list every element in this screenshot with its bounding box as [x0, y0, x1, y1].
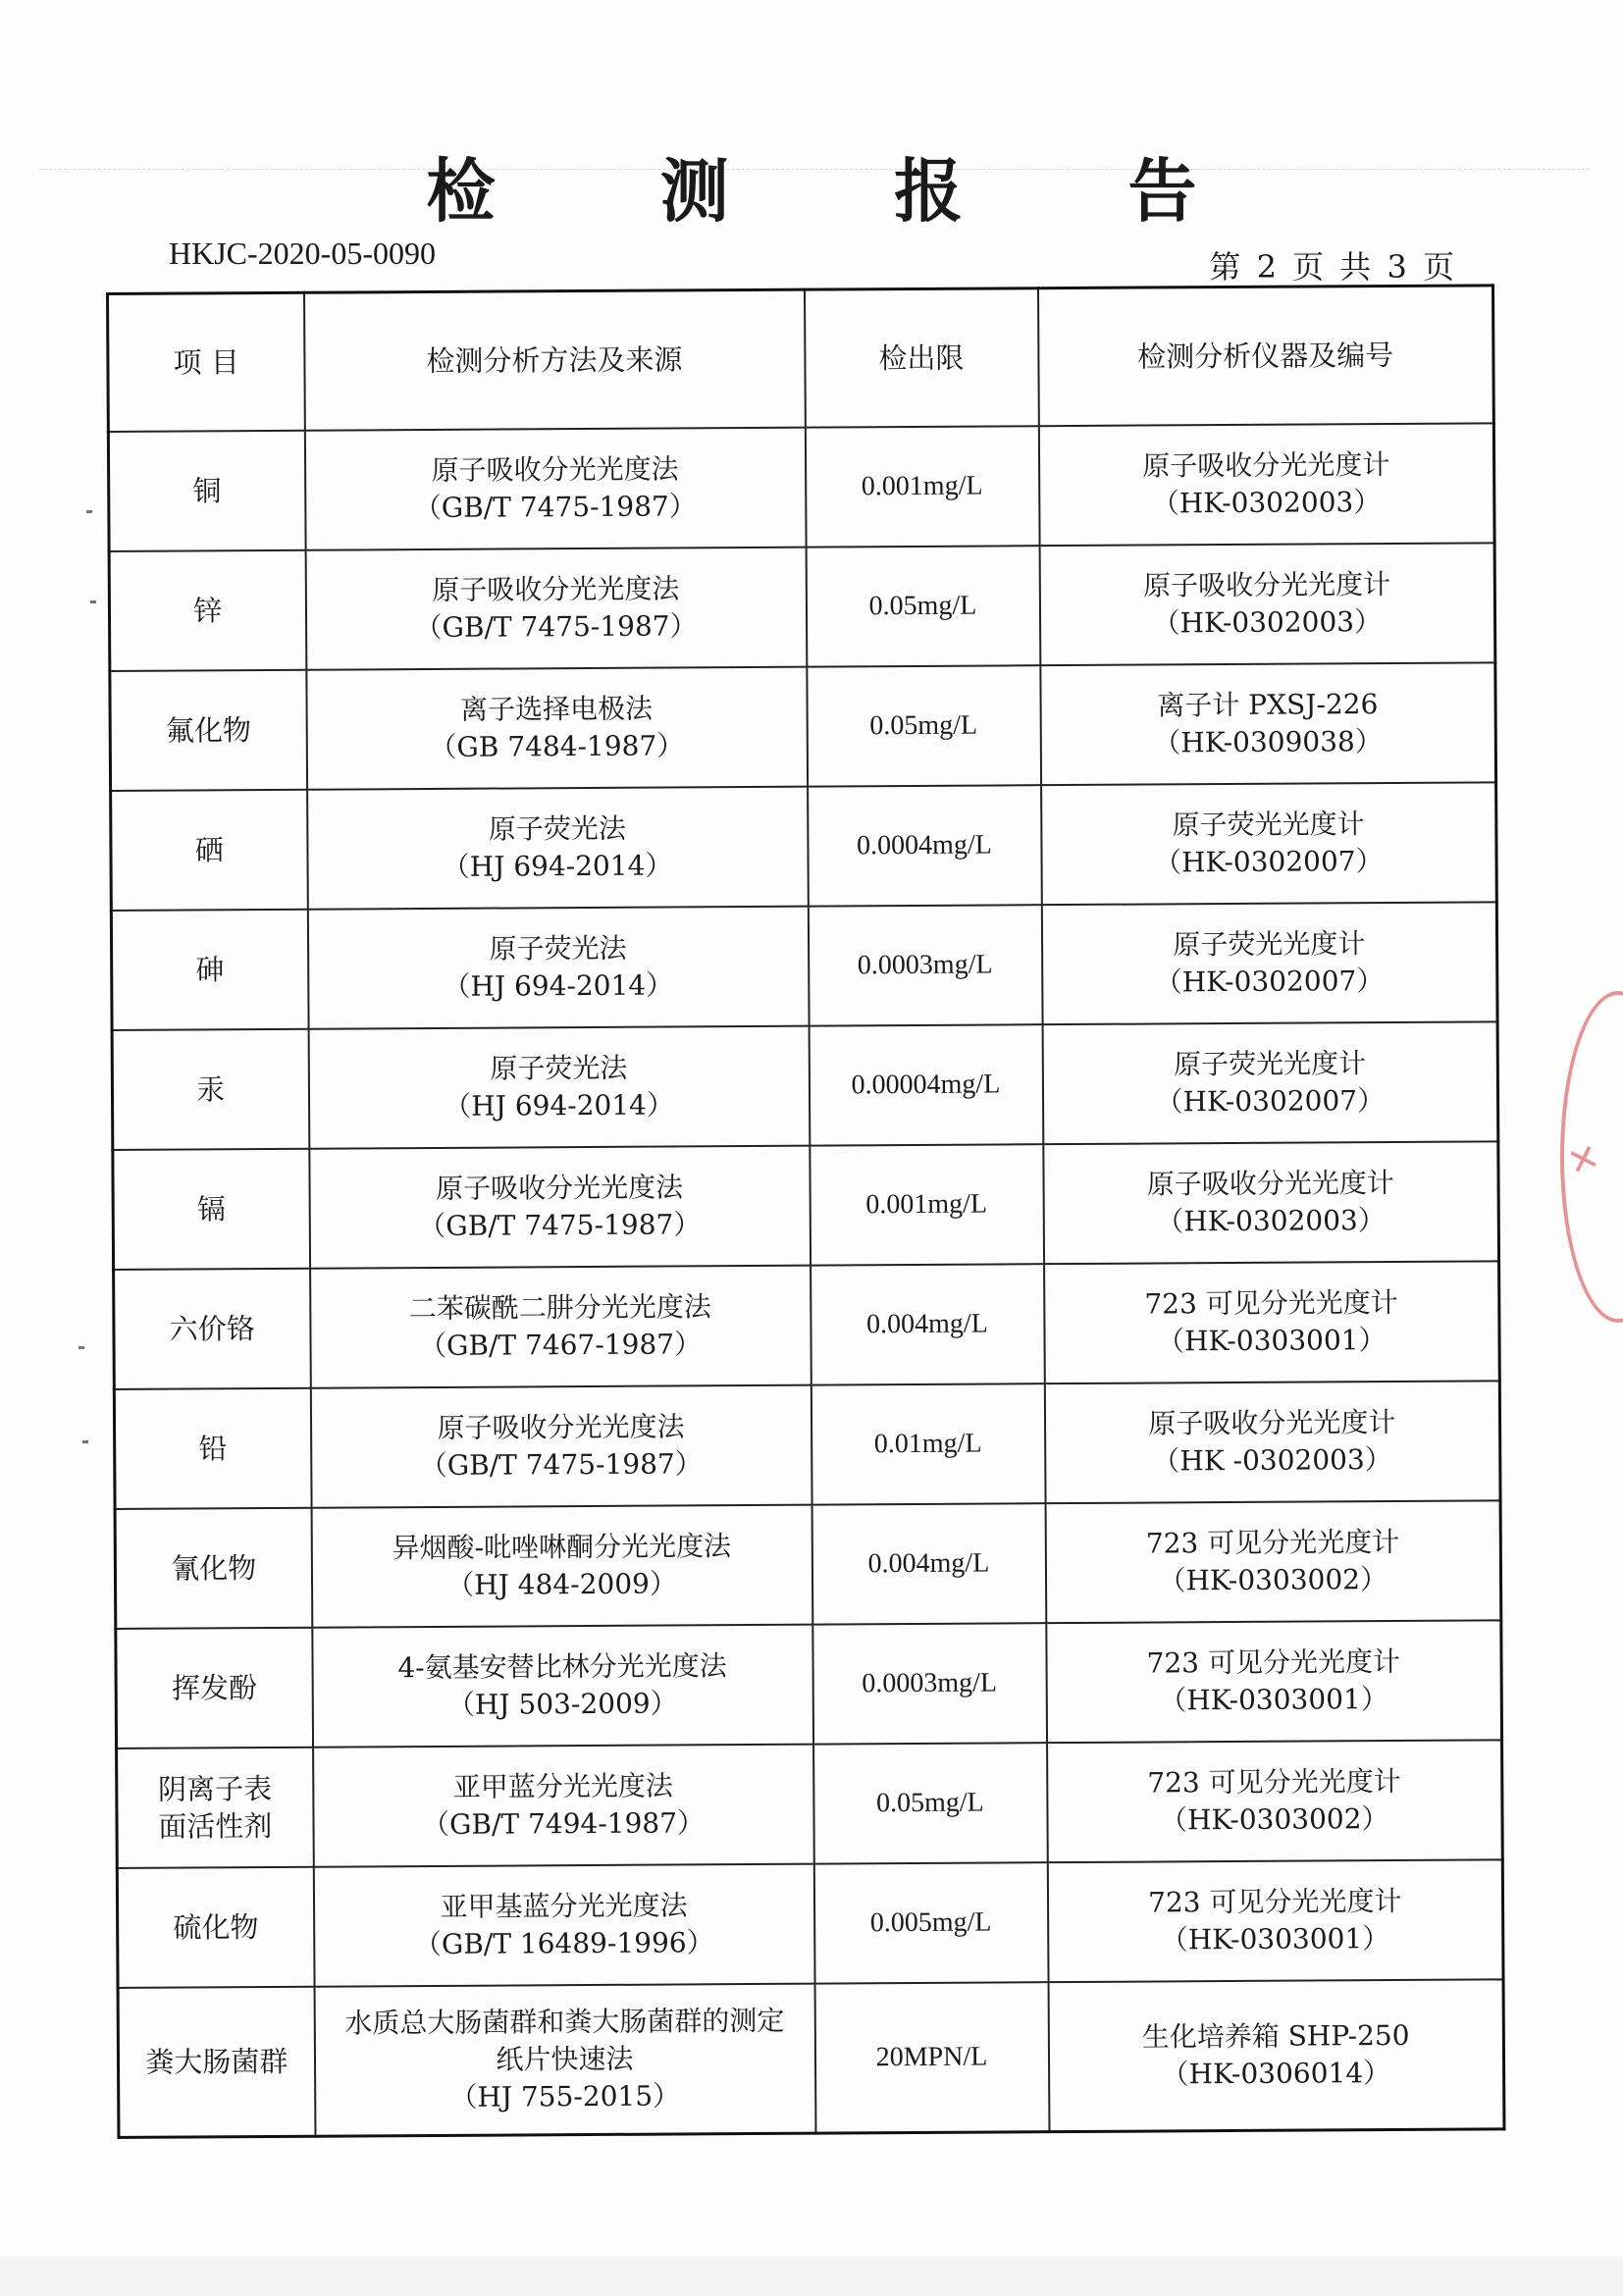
- instrument-code: （HK-0302003）: [1152, 605, 1383, 640]
- row-method: [312, 1625, 813, 1748]
- instrument-code: （HK-0303002）: [1158, 1563, 1388, 1597]
- method-standard: （GB/T 16489-1996）: [413, 1926, 714, 1961]
- table-row: [111, 902, 1497, 1030]
- row-item: 氰化物: [115, 1508, 312, 1629]
- instrument-name: 原子吸收分光光度计: [1142, 448, 1390, 483]
- row-limit: 0.004mg/L: [811, 1264, 1045, 1384]
- instrument-code: （HK -0302003）: [1152, 1443, 1392, 1478]
- row-item: 六价铬: [114, 1269, 311, 1389]
- method-table: [106, 284, 1505, 2138]
- row-method: [307, 907, 809, 1029]
- instrument-code: （HK-0303001）: [1160, 1922, 1390, 1957]
- method-name: 原子荧光法: [490, 1051, 628, 1085]
- row-limit: 0.00004mg/L: [809, 1024, 1043, 1145]
- instrument-code: （HK-0309038）: [1153, 725, 1383, 759]
- column-header-method: 检测分析方法及来源: [304, 289, 806, 431]
- row-method: [306, 667, 808, 790]
- scan-bottom-edge: [0, 2257, 1623, 2296]
- row-instrument: [1041, 782, 1497, 905]
- report-title: 检 测 报 告: [426, 150, 1268, 232]
- row-limit: 20MPN/L: [814, 1982, 1049, 2132]
- method-standard: （HJ 694-2014）: [442, 849, 673, 883]
- method-name: 4-氨基安替比林分光光度法: [397, 1649, 727, 1685]
- row-instrument: [1045, 1500, 1501, 1623]
- row-method: [304, 428, 806, 550]
- instrument-name: 723 可见分光光度计: [1147, 1764, 1401, 1800]
- method-name: 二苯碳酰二肼分光光度法: [408, 1290, 711, 1326]
- table-row: [116, 1620, 1502, 1748]
- method-standard: （GB 7484-1987）: [429, 729, 685, 763]
- instrument-code: （HK-0302007）: [1153, 845, 1384, 879]
- instrument-name: 723 可见分光光度计: [1144, 1285, 1398, 1321]
- seal-stamp-mark: ✕: [1561, 1134, 1605, 1185]
- row-limit: 0.001mg/L: [805, 426, 1039, 547]
- method-standard: （GB/T 7494-1987）: [421, 1806, 706, 1842]
- table-row: [115, 1500, 1501, 1629]
- row-limit: 0.05mg/L: [806, 546, 1040, 666]
- row-method: [305, 548, 807, 670]
- table-row: [117, 1859, 1503, 1988]
- table-row: [117, 1740, 1503, 1868]
- scan-speck: [82, 1440, 88, 1443]
- row-limit: 0.004mg/L: [812, 1503, 1046, 1624]
- method-standard: （HJ 484-2009）: [446, 1567, 678, 1601]
- table-row: [111, 782, 1497, 911]
- method-standard: （GB/T 7475-1987）: [413, 490, 697, 525]
- method-name: 原子吸收分光光度法: [432, 572, 680, 606]
- row-instrument: [1038, 423, 1494, 546]
- method-standard: （HJ 755-2015）: [449, 2079, 681, 2113]
- row-instrument: [1047, 1859, 1503, 1982]
- row-limit: 0.005mg/L: [813, 1862, 1048, 1983]
- row-method: [314, 1984, 815, 2136]
- column-header-limit: 检出限: [804, 288, 1038, 428]
- row-instrument: [1046, 1620, 1502, 1743]
- method-name: 原子吸收分光光度法: [437, 1410, 685, 1444]
- method-standard: （GB/T 7475-1987）: [414, 609, 698, 645]
- method-name: 异烟酸-吡唑啉酮分光光度法: [392, 1530, 732, 1565]
- instrument-name: 原子荧光光度计: [1173, 1047, 1367, 1081]
- row-method: [310, 1385, 812, 1508]
- table-row: [114, 1381, 1500, 1509]
- instrument-name: 原子吸收分光光度计: [1146, 1166, 1394, 1201]
- instrument-name: 723 可见分光光度计: [1145, 1525, 1400, 1560]
- row-method: [313, 1745, 814, 1867]
- method-name: 水质总大肠菌群和粪大肠菌群的测定: [344, 2004, 785, 2040]
- method-name: 亚甲基蓝分光光度法: [440, 1889, 688, 1923]
- method-name: 离子选择电极法: [459, 692, 654, 726]
- method-standard: （HJ 694-2014）: [443, 968, 674, 1003]
- row-method: [309, 1146, 811, 1269]
- method-name: 原子吸收分光光度法: [431, 452, 679, 487]
- row-limit: 0.05mg/L: [813, 1743, 1048, 1863]
- instrument-name: 原子吸收分光光度计: [1142, 568, 1391, 602]
- table-row: [113, 1141, 1499, 1270]
- table-row: [114, 1261, 1500, 1389]
- row-instrument: [1047, 1740, 1503, 1862]
- table-row: [118, 1979, 1504, 2137]
- scan-speck: [90, 600, 96, 603]
- method-subname: 纸片快速法: [496, 2042, 634, 2076]
- row-item: 氟化物: [110, 670, 307, 791]
- row-method: [308, 1026, 810, 1149]
- row-instrument: [1041, 902, 1497, 1024]
- row-item: 铅: [114, 1388, 311, 1509]
- row-limit: 0.05mg/L: [807, 665, 1041, 786]
- table-row: [112, 1021, 1498, 1150]
- method-table-wrapper: [106, 284, 1502, 2138]
- instrument-code: （HK-0306014）: [1161, 2056, 1391, 2091]
- instrument-code: （HK-0303001）: [1156, 1324, 1387, 1358]
- method-standard: （GB/T 7467-1987）: [418, 1328, 703, 1363]
- instrument-code: （HK-0302007）: [1154, 965, 1385, 999]
- row-method: [310, 1266, 812, 1388]
- row-item: 汞: [112, 1029, 309, 1150]
- row-item: 阴离子表面活性剂: [117, 1748, 314, 1868]
- instrument-name: 生化培养箱 SHP-250: [1141, 2018, 1410, 2054]
- row-item: 粪大肠菌群: [118, 1987, 315, 2137]
- method-name: 原子荧光法: [489, 931, 627, 965]
- row-instrument: [1042, 1021, 1498, 1144]
- row-limit: 0.0003mg/L: [808, 905, 1042, 1025]
- method-name: 原子吸收分光光度法: [435, 1171, 684, 1205]
- row-method: [311, 1505, 812, 1628]
- instrument-code: （HK-0303002）: [1159, 1802, 1389, 1837]
- scan-speck: [86, 510, 92, 513]
- column-header-item: 项 目: [108, 292, 305, 432]
- column-header-instrument: 检测分析仪器及编号: [1037, 286, 1493, 426]
- method-standard: （HJ 503-2009）: [446, 1687, 678, 1721]
- row-instrument: [1040, 662, 1496, 785]
- row-item: 硒: [111, 790, 308, 911]
- row-limit: 0.0003mg/L: [812, 1623, 1047, 1744]
- row-item: 挥发酚: [116, 1628, 313, 1748]
- row-limit: 0.0004mg/L: [808, 785, 1042, 906]
- row-item: 镉: [113, 1149, 310, 1270]
- row-item: 砷: [111, 910, 308, 1030]
- table-row: [110, 662, 1496, 791]
- method-standard: （GB/T 7475-1987）: [418, 1208, 702, 1243]
- table-header-row: [108, 286, 1494, 432]
- table-row: [108, 423, 1494, 551]
- row-limit: 0.01mg/L: [811, 1383, 1045, 1504]
- instrument-code: （HK-0303001）: [1159, 1683, 1388, 1717]
- row-item: 铜: [108, 431, 305, 551]
- table-row: [109, 543, 1495, 671]
- row-instrument: [1048, 1979, 1504, 2131]
- row-method: [313, 1864, 814, 1987]
- instrument-name: 原子荧光光度计: [1172, 808, 1365, 842]
- instrument-name: 原子荧光光度计: [1173, 927, 1366, 962]
- row-limit: 0.001mg/L: [810, 1144, 1044, 1265]
- row-method: [307, 787, 809, 910]
- instrument-name: 原子吸收分光光度计: [1148, 1405, 1396, 1440]
- instrument-name: 723 可见分光光度计: [1148, 1884, 1402, 1919]
- method-name: 原子荧光法: [488, 811, 626, 846]
- method-name: 亚甲蓝分光光度法: [452, 1769, 673, 1803]
- instrument-code: （HK-0302007）: [1155, 1084, 1386, 1119]
- row-item: 硫化物: [117, 1867, 314, 1988]
- instrument-code: （HK-0302003）: [1156, 1204, 1386, 1238]
- method-standard: （GB/T 7475-1987）: [419, 1447, 703, 1483]
- instrument-name: 723 可见分光光度计: [1146, 1644, 1401, 1680]
- method-standard: （HJ 694-2014）: [444, 1088, 675, 1122]
- row-instrument: [1044, 1381, 1500, 1503]
- row-instrument: [1039, 543, 1495, 665]
- row-instrument: [1043, 1141, 1499, 1264]
- report-number: HKJC-2020-05-0090: [169, 235, 436, 271]
- instrument-code: （HK-0302003）: [1151, 486, 1382, 520]
- row-item: 锌: [109, 550, 306, 671]
- scan-speck: [79, 1346, 84, 1349]
- page-number: 第 2 页 共 3 页: [1209, 248, 1454, 286]
- row-instrument: [1044, 1261, 1500, 1383]
- instrument-name: 离子计 PXSJ-226: [1157, 688, 1379, 722]
